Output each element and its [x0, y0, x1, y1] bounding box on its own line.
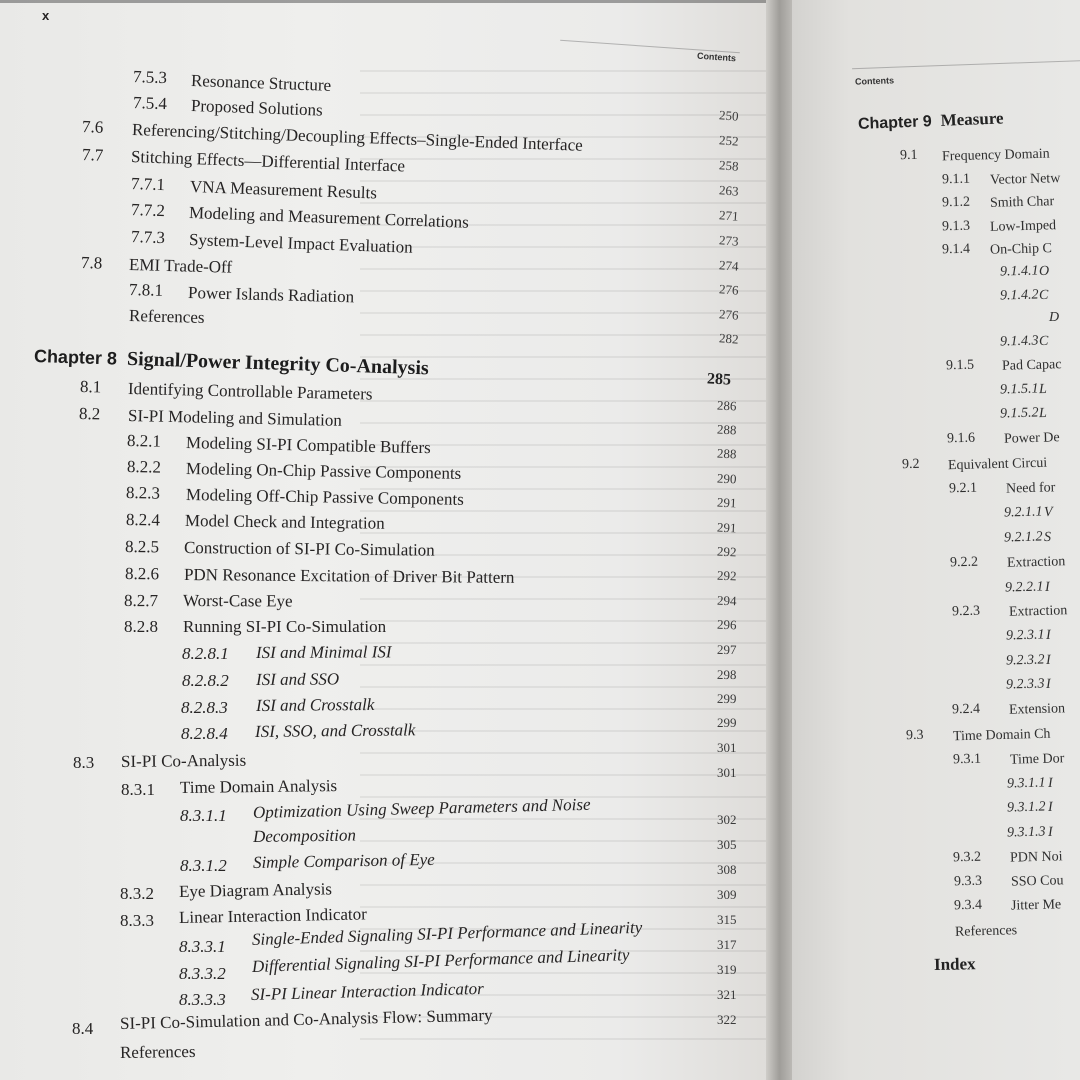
running-head: Contents — [696, 50, 737, 64]
entry-page: 291 — [716, 519, 737, 536]
entry-title: Modeling SI-PI Compatible Buffers — [185, 433, 431, 458]
entry-title: L — [1038, 381, 1047, 398]
entry-title: Power De — [1003, 430, 1060, 447]
entry-number: 9.1.4 — [941, 241, 971, 258]
entry-page: 299 — [716, 690, 737, 707]
entry-title: Proposed Solutions — [190, 96, 324, 120]
entry-title-continued: D — [1049, 310, 1060, 325]
entry-title: Model Check and Integration — [184, 511, 385, 533]
running-head: Contents — [854, 75, 895, 87]
entry-title: ISI, SSO, and Crosstalk — [254, 720, 416, 741]
entry-title: I — [1047, 775, 1053, 792]
entry-number: 9.3.4 — [953, 897, 983, 914]
entry-title: C — [1038, 333, 1049, 350]
entry-number: 7.8 — [80, 253, 103, 273]
entry-title: Extraction — [1008, 603, 1068, 620]
entry-title: Modeling and Measurement Correlations — [188, 203, 470, 232]
entry-number: 8.2.4 — [125, 510, 161, 530]
entry-number: 8.3.1.1 — [180, 806, 227, 825]
entry-title: Referencing/Stitching/Decoupling Effects–Single-Ended Interface — [131, 120, 584, 155]
entry-number: 8.2.1 — [126, 431, 162, 451]
entry-title: Extraction — [1006, 554, 1066, 571]
entry-page: 294 — [716, 592, 737, 609]
entry-title-continued: Decomposition — [252, 825, 357, 846]
entry-title: Time Domain Ch — [952, 726, 1051, 745]
entry-title: Need for — [1005, 480, 1056, 497]
entry-page: 282 — [718, 330, 740, 347]
entry-title: I — [1047, 799, 1053, 816]
entry-page: 319 — [717, 962, 737, 977]
entry-title: Single-Ended Signaling SI-PI Performance and Linearity — [251, 917, 643, 949]
entry-title: Differential Signaling SI-PI Performance and Linearity — [251, 945, 630, 976]
entry-number: 9.1.1 — [941, 171, 971, 188]
entry-page: 286 — [716, 397, 737, 414]
entry-number: 8.3.3.3 — [179, 990, 226, 1009]
entry-number: 9.1.4.1 — [999, 263, 1039, 280]
entry-page: 288 — [716, 445, 737, 462]
entry-title: Running SI-PI Co-Simulation — [183, 617, 387, 636]
entry-number: 9.1.3 — [941, 218, 971, 235]
entry-page: 291 — [716, 494, 737, 511]
entry-number: 9.2.1.1 — [1003, 504, 1043, 521]
entry-title: SI-PI Modeling and Simulation — [127, 406, 343, 430]
entry-title: VNA Measurement Results — [189, 177, 378, 203]
entry-page: 299 — [717, 715, 737, 730]
entry-title: C — [1038, 287, 1049, 304]
entry-number: 9.1.4.3 — [999, 333, 1039, 350]
entry-number: 8.2.8.2 — [182, 671, 229, 690]
entry-title: Smith Char — [989, 194, 1055, 211]
top-rule — [0, 0, 770, 3]
entry-number: 8.2.8.4 — [181, 724, 228, 743]
entry-title: Resonance Structure — [190, 71, 332, 95]
entry-title: ISI and Minimal ISI — [255, 642, 392, 662]
index-heading — [934, 954, 976, 975]
entry-number: 9.1.5.1 — [999, 381, 1039, 398]
entry-title: Power Islands Radiation — [187, 283, 355, 307]
entry-title: Jitter Me — [1010, 897, 1062, 914]
entry-number: 9.1.5 — [945, 357, 975, 374]
entry-title: References — [119, 1041, 196, 1062]
entry-title: I — [1045, 652, 1051, 669]
entry-number: 8.3 — [73, 753, 95, 772]
entry-number: 9.3.1.1 — [1006, 775, 1046, 792]
entry-number: 8.2.3 — [125, 483, 161, 503]
chapter-heading — [34, 345, 429, 380]
entry-number: 9.2.3.3 — [1005, 676, 1045, 693]
entry-page: 321 — [717, 987, 737, 1002]
entry-title: ISI and SSO — [255, 669, 340, 689]
entry-page: 317 — [717, 937, 737, 952]
chapter-heading — [858, 108, 1004, 134]
entry-page: 250 — [718, 107, 740, 124]
entry-number: 9.1.4.2 — [999, 287, 1039, 304]
entry-title: I — [1047, 824, 1053, 841]
entry-title: Time Domain Analysis — [179, 776, 338, 797]
entry-page: 302 — [717, 812, 737, 827]
entry-page: 292 — [716, 567, 737, 584]
entry-number: 9.2.3.1 — [1005, 627, 1045, 644]
entry-page: 288 — [716, 421, 737, 438]
entry-page: 263 — [718, 182, 740, 199]
chapter-page: 285 — [706, 370, 732, 389]
head-rule — [852, 60, 1080, 69]
entry-number: 9.1 — [899, 147, 918, 164]
entry-number: 9.2.4 — [951, 701, 981, 718]
entry-title: SI-PI Co-Simulation and Co-Analysis Flow: Summary — [119, 1005, 493, 1033]
entry-number: 7.5.4 — [132, 93, 168, 114]
entry-title: Modeling Off-Chip Passive Components — [185, 485, 464, 509]
entry-title: Low-Imped — [989, 218, 1057, 235]
index-label: Index — [933, 954, 976, 974]
entry-number: 7.7.3 — [130, 227, 166, 248]
entry-number: 9.2.1.2 — [1003, 529, 1043, 546]
right-book-page — [792, 0, 1080, 1080]
entry-page: 298 — [716, 666, 737, 683]
entry-title: Worst-Case Eye — [182, 591, 293, 611]
entry-title: Equivalent Circui — [947, 455, 1048, 474]
entry-title: SSO Cou — [1010, 873, 1064, 890]
entry-title: Frequency Domain — [941, 146, 1050, 165]
entry-number: 8.2.7 — [123, 591, 159, 611]
entry-page: 271 — [718, 207, 740, 224]
entry-title: SI-PI Co-Analysis — [120, 750, 247, 771]
entry-number: 8.2 — [78, 404, 101, 424]
entry-number: 9.3 — [905, 727, 924, 744]
entry-title: Extension — [1008, 701, 1066, 718]
chapter-label: Chapter 8 — [33, 346, 118, 369]
entry-number: 8.2.6 — [124, 564, 160, 584]
entry-number: 8.4 — [72, 1019, 94, 1038]
entry-page: 276 — [718, 306, 740, 323]
roman-page-number: x — [42, 8, 50, 23]
entry-number: 8.3.2 — [120, 884, 154, 903]
entry-number: 7.7.2 — [130, 200, 166, 221]
entry-number: 9.2.1 — [948, 480, 978, 497]
entry-number: 8.3.3.2 — [179, 964, 226, 983]
entry-title: PDN Noi — [1009, 849, 1063, 866]
entry-number: 8.3.3 — [120, 911, 154, 930]
entry-title: Stitching Effects—Differential Interface — [130, 147, 406, 176]
entry-page: 301 — [717, 740, 737, 755]
entry-title: Pad Capac — [1001, 357, 1062, 374]
entry-number: 8.2.5 — [124, 537, 160, 557]
entry-page: 322 — [717, 1012, 737, 1027]
entry-title: Identifying Controllable Parameters — [127, 379, 373, 404]
entry-title: PDN Resonance Excitation of Driver Bit Pattern — [183, 565, 515, 587]
entry-page: 301 — [717, 765, 737, 780]
entry-page: 292 — [716, 543, 737, 560]
entry-title: L — [1038, 405, 1047, 422]
entry-title: O — [1038, 263, 1050, 280]
entry-number: 9.3.1 — [952, 751, 982, 768]
entry-number: 8.1 — [79, 377, 102, 397]
entry-page: 309 — [717, 887, 737, 902]
entry-page: 308 — [717, 862, 737, 877]
entry-number: 8.3.1 — [121, 780, 155, 799]
entry-title: Optimization Using Sweep Parameters and Noise — [252, 794, 591, 822]
entry-title: EMI Trade-Off — [128, 255, 233, 277]
entry-page: 297 — [716, 641, 737, 658]
entry-title: I — [1045, 676, 1051, 693]
entry-title: S — [1043, 529, 1052, 546]
entry-number: 7.6 — [81, 117, 104, 137]
entry-number: 9.3.1.2 — [1006, 799, 1046, 816]
entry-title: V — [1043, 504, 1053, 521]
entry-title: References — [954, 923, 1018, 940]
entry-title: Vector Netw — [989, 171, 1061, 188]
entry-number: 9.2.3 — [951, 603, 981, 620]
entry-title: SI-PI Linear Interaction Indicator — [250, 978, 484, 1004]
entry-number: 8.2.8.3 — [181, 698, 228, 717]
entry-title: On-Chip C — [989, 241, 1053, 258]
entry-title: References — [128, 306, 205, 327]
entry-number: 8.2.8.1 — [182, 644, 229, 663]
chapter-title: Signal/Power Integrity Co-Analysis — [126, 347, 430, 380]
entry-title: I — [1045, 627, 1051, 644]
chapter-label: Chapter 9 — [857, 113, 933, 133]
head-rule — [560, 40, 740, 54]
entry-number: 8.2.2 — [126, 457, 162, 477]
entry-page: 290 — [716, 470, 737, 487]
entry-page: 258 — [718, 157, 740, 174]
entry-page: 274 — [718, 257, 740, 274]
entry-page: 273 — [718, 232, 740, 249]
entry-number: 7.7.1 — [130, 174, 166, 195]
entry-number: 9.2.3.2 — [1005, 652, 1045, 669]
entry-number: 8.2.8 — [124, 617, 158, 636]
entry-title: Simple Comparison of Eye — [252, 849, 435, 872]
entry-title: Eye Diagram Analysis — [178, 879, 333, 901]
entry-page: 315 — [717, 912, 737, 927]
chapter-title: Measure — [940, 108, 1004, 130]
entry-page: 305 — [717, 837, 737, 852]
entry-number: 9.1.6 — [946, 430, 976, 447]
entry-number: 7.7 — [81, 145, 104, 165]
entry-title: Construction of SI-PI Co-Simulation — [183, 538, 435, 560]
entry-title: System-Level Impact Evaluation — [188, 230, 413, 257]
entry-number: 9.1.5.2 — [999, 405, 1039, 422]
entry-title: Modeling On-Chip Passive Components — [185, 459, 462, 483]
entry-number: 9.2 — [901, 456, 920, 473]
entry-number: 9.3.3 — [953, 873, 983, 890]
entry-title: I — [1044, 579, 1050, 596]
entry-number: 9.3.2 — [952, 849, 982, 866]
entry-page: 276 — [718, 281, 740, 298]
entry-title: Linear Interaction Indicator — [178, 904, 367, 927]
entry-page: 296 — [716, 616, 737, 633]
entry-number: 9.3.1.3 — [1006, 824, 1046, 841]
entry-title: Time Dor — [1009, 751, 1065, 768]
entry-page: 252 — [718, 132, 740, 149]
entry-title: ISI and Crosstalk — [255, 694, 375, 715]
entry-number: 9.1.2 — [941, 194, 971, 211]
entry-number: 8.3.1.2 — [180, 856, 227, 875]
entry-number: 7.8.1 — [128, 280, 164, 300]
entry-number: 8.3.3.1 — [179, 937, 226, 956]
entry-number: 9.2.2.1 — [1004, 579, 1044, 596]
entry-number: 9.2.2 — [949, 554, 979, 571]
entry-number: 7.5.3 — [132, 67, 168, 88]
